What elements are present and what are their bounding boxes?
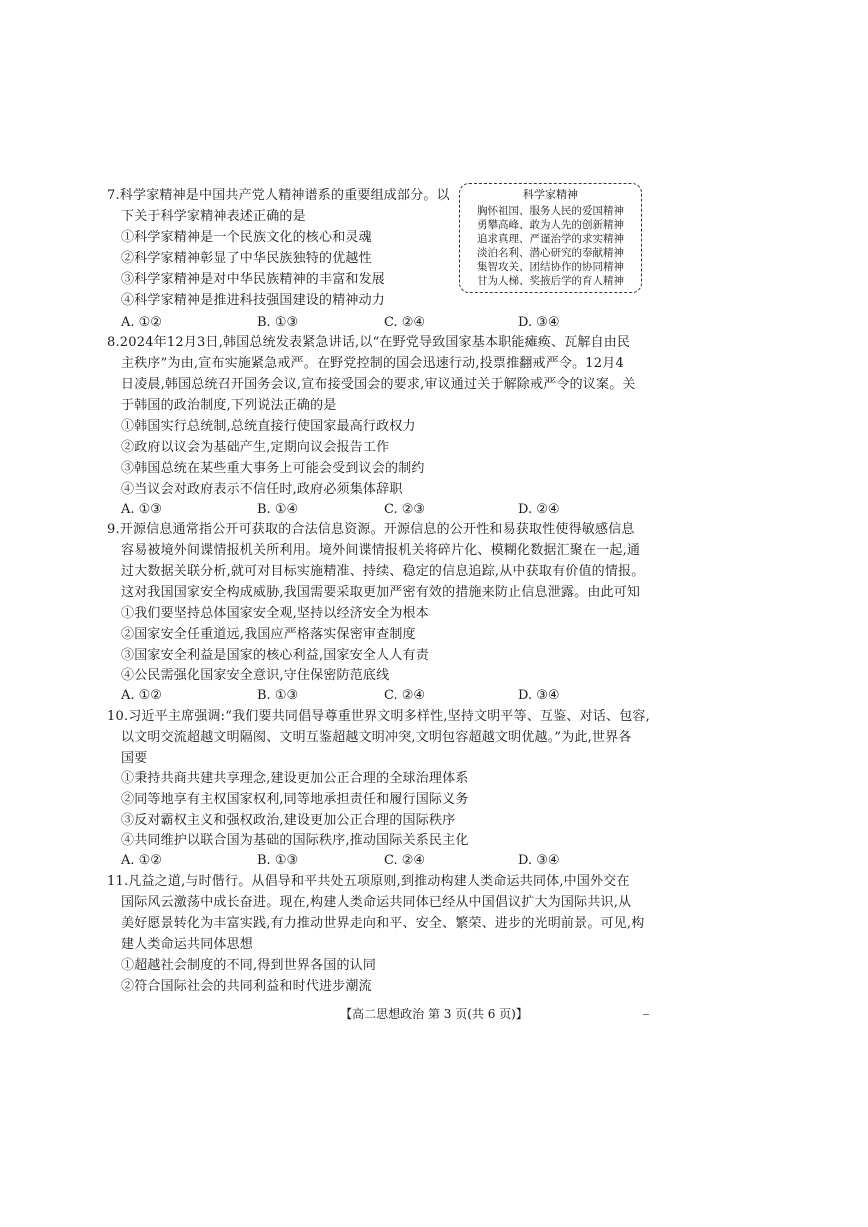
q10-option-a: A. ①② xyxy=(121,853,162,868)
q7-option-c: C. ②④ xyxy=(384,315,426,330)
q7-statement-4: ④科学家精神是推进科技强国建设的精神动力 xyxy=(121,293,386,308)
q8-option-b: B. ①④ xyxy=(257,502,299,517)
q7-statement-1: ①科学家精神是一个民族文化的核心和灵魂 xyxy=(121,230,372,245)
q9-statement-2: ②国家安全任重道远,我国应严格落实保密审查制度 xyxy=(121,627,416,642)
q10-stem-line-1: 10.习近平主席强调:“我们要共同倡导尊重世界文明多样性,坚持文明平等、互鉴、对话、包容, xyxy=(107,709,650,724)
q8-stem-line-4: 于韩国的政治制度,下列说法正确的是 xyxy=(121,398,337,413)
q7-option-a: A. ①② xyxy=(121,315,162,330)
box-line-1: 胸怀祖国、服务人民的爱国精神 xyxy=(477,205,624,217)
q9-option-a: A. ①② xyxy=(121,688,162,703)
q10-option-b: B. ①③ xyxy=(257,853,299,868)
q7-stem-line-2: 下关于科学家精神表述正确的是 xyxy=(121,209,306,224)
q7-option-b: B. ①③ xyxy=(257,315,299,330)
q10-statement-1: ①秉持共商共建共享理念,建设更加公正合理的全球治理体系 xyxy=(121,771,469,786)
box-line-3: 追求真理、严谨治学的求实精神 xyxy=(477,233,624,245)
q10-option-c: C. ②④ xyxy=(384,853,426,868)
q8-option-c: C. ②③ xyxy=(384,502,426,517)
scan-mark xyxy=(643,1014,649,1015)
q8-statement-1: ①韩国实行总统制,总统直接行使国家最高行政权力 xyxy=(121,419,416,434)
box-line-2: 勇攀高峰、敢为人先的创新精神 xyxy=(477,219,624,231)
q8-stem-line-1: 8.2024年12月3日,韩国总统发表紧急讲话,以“在野党导致国家基本职能瘫痪、瓦解自由民 xyxy=(107,335,631,350)
q8-option-a: A. ①③ xyxy=(121,502,162,517)
q8-stem-line-3: 日凌晨,韩国总统召开国务会议,宣布接受国会的要求,审议通过关于解除戒严令的议案。关 xyxy=(121,377,636,392)
q9-statement-1: ①我们要坚持总体国家安全观,坚持以经济安全为根本 xyxy=(121,606,429,621)
q7-option-d: D. ③④ xyxy=(518,315,560,330)
q8-statement-2: ②政府以议会为基础产生,定期向议会报告工作 xyxy=(121,440,390,455)
q11-statement-1: ①超越社会制度的不同,得到世界各国的认同 xyxy=(121,958,377,973)
q7-stem-line-1: 7.科学家精神是中国共产党人精神谱系的重要组成部分。以 xyxy=(107,188,450,203)
box-line-4: 淡泊名利、潜心研究的奉献精神 xyxy=(477,247,624,259)
q9-stem-line-3: 过大数据关联分析,就可对目标实施精准、持续、稳定的信息追踪,从中获取有价值的情报。 xyxy=(121,564,645,579)
q8-stem-line-2: 主秩序”为由,宣布实施紧急戒严。在野党控制的国会迅速行动,投票推翻戒严令。12月4 xyxy=(121,356,624,371)
q9-statement-4: ④公民需强化国家安全意识,守住保密防范底线 xyxy=(121,668,390,683)
q10-statement-2: ②同等地享有主权国家权利,同等地承担责任和履行国际义务 xyxy=(121,792,469,807)
q8-option-d: D. ②④ xyxy=(518,502,560,517)
q9-stem-line-2: 容易被境外间谍情报机关所利用。境外间谍情报机关将碎片化、模糊化数据汇聚在一起,通 xyxy=(121,543,641,558)
q11-stem-line-4: 建人类命运共同体思想 xyxy=(121,937,254,952)
q11-stem-line-1: 11.凡益之道,与时偕行。从倡导和平共处五项原则,到推动构建人类命运共同体,中国外交在 xyxy=(107,874,630,889)
q11-statement-2: ②符合国际社会的共同利益和时代进步潮流 xyxy=(121,979,372,994)
box-line-6: 甘为人梯、奖掖后学的育人精神 xyxy=(477,275,624,287)
box-line-5: 集智攻关、团结协作的协同精神 xyxy=(477,261,624,273)
q9-option-d: D. ③④ xyxy=(518,688,560,703)
box-title: 科学家精神 xyxy=(523,188,578,201)
q11-stem-line-3: 美好愿景转化为丰富实践,有力推动世界走向和平、安全、繁荣、进步的光明前景。可见,构 xyxy=(121,916,645,931)
q9-stem-line-4: 这对我国国家安全构成威胁,我国需要采取更加严密有效的措施来防止信息泄露。由此可知 xyxy=(121,585,641,600)
q7-statement-3: ③科学家精神是对中华民族精神的丰富和发展 xyxy=(121,272,386,287)
q10-stem-line-3: 国要 xyxy=(121,751,148,766)
q10-stem-line-2: 以文明交流超越文明隔阂、文明互鉴超越文明冲突,文明包容超越文明优越。”为此,世界各 xyxy=(121,730,632,745)
q8-statement-3: ③韩国总统在某些重大事务上可能会受到议会的制约 xyxy=(121,461,425,476)
q10-statement-4: ④共同维护以联合国为基础的国际秩序,推动国际关系民主化 xyxy=(121,833,469,848)
q9-option-b: B. ①③ xyxy=(257,688,299,703)
page-footer: 【高二思想政治 第 3 页(共 6 页)】 xyxy=(340,1007,528,1021)
q10-option-d: D. ③④ xyxy=(518,853,560,868)
q10-statement-3: ③反对霸权主义和强权政治,建设更加公正合理的国际秩序 xyxy=(121,813,456,828)
q8-statement-4: ④当议会对政府表示不信任时,政府必须集体辞职 xyxy=(121,482,403,497)
q9-option-c: C. ②④ xyxy=(384,688,426,703)
q11-stem-line-2: 国际风云激荡中成长奋进。现在,构建人类命运共同体已经从中国倡议扩大为国际共识,从 xyxy=(121,895,632,910)
q9-stem-line-1: 9.开源信息通常指公开可获取的合法信息资源。开源信息的公开性和易获取性使得敏感信息 xyxy=(107,522,635,537)
q9-statement-3: ③国家安全利益是国家的核心利益,国家安全人人有责 xyxy=(121,648,429,663)
scientist-spirit-box xyxy=(459,183,642,293)
q7-statement-2: ②科学家精神彰显了中华民族独特的优越性 xyxy=(121,251,372,266)
